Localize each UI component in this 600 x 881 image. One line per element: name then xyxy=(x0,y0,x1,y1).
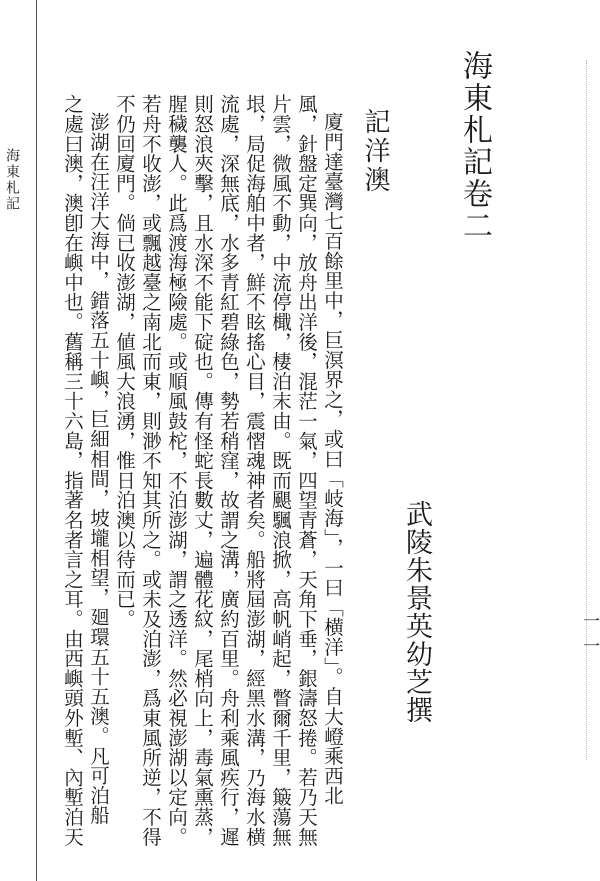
page-number: 一一 xyxy=(579,612,599,662)
text-column: 垠，局促海舶中者，鮮不眩搖心目，震慴魂神者矣。船將屆澎湖，經黑水溝，乃海水横 xyxy=(243,94,266,847)
text-column: 腥穢襲人。此爲渡海極險處。或順風鼓柁，不泊澎湖，謂之透洋。然必視澎湖以定向。 xyxy=(165,94,188,847)
section-title: 記洋澳 xyxy=(360,108,390,195)
text-column: 則怒浪夾擊，且水深不能下碇也。傳有怪蛇長數丈，遍體花紋，尾梢向上，毒氣熏蒸， xyxy=(191,94,214,847)
text-column: 風，針盤定巽向，放舟出洋後，混茫一氣，四望青蒼，天角下垂，銀濤怒捲。若乃天無 xyxy=(295,94,318,847)
text-column: 之處曰澳，澳卽在嶼中也。舊稱三十六島，指著名者言之耳。由西嶼頭外塹、內塹泊天 xyxy=(61,94,84,847)
page-border-line xyxy=(36,0,37,881)
text-column: 廈門達臺灣七百餘里中，巨溟界之，或曰「岐海」，一曰「横洋」。自大嶝乘西北 xyxy=(321,112,344,806)
running-title: 海東札記 xyxy=(4,148,20,212)
author-line: 武陵朱景英幼芝撰 xyxy=(401,500,432,724)
text-column: 不仍回廈門。倘已收澎湖，値風大浪湧，惟日泊澳以待而已。 xyxy=(113,94,136,629)
text-column: 片雲，微風不動，中流停檝，棲泊末由。既而颶颿浪掀，高帆峭起，瞥爾千里，簸蕩無 xyxy=(269,94,292,847)
text-column: 流處，深無底，水多青紅碧綠色，勢若稍窪，故謂之溝，廣約百里。舟利乘風疾行，遲 xyxy=(217,94,240,847)
text-column: 若舟不收澎，或飄越臺之南北而東，則渺不知其所之。或未及泊澎，爲東風所逆，不得 xyxy=(139,94,162,847)
book-title: 海東札記卷二 xyxy=(457,50,492,242)
text-column: 澎湖在汪洋大海中，錯落五十嶼，巨細相間，坡壠相望，廻環五十五澳。凡可泊船 xyxy=(87,112,110,825)
